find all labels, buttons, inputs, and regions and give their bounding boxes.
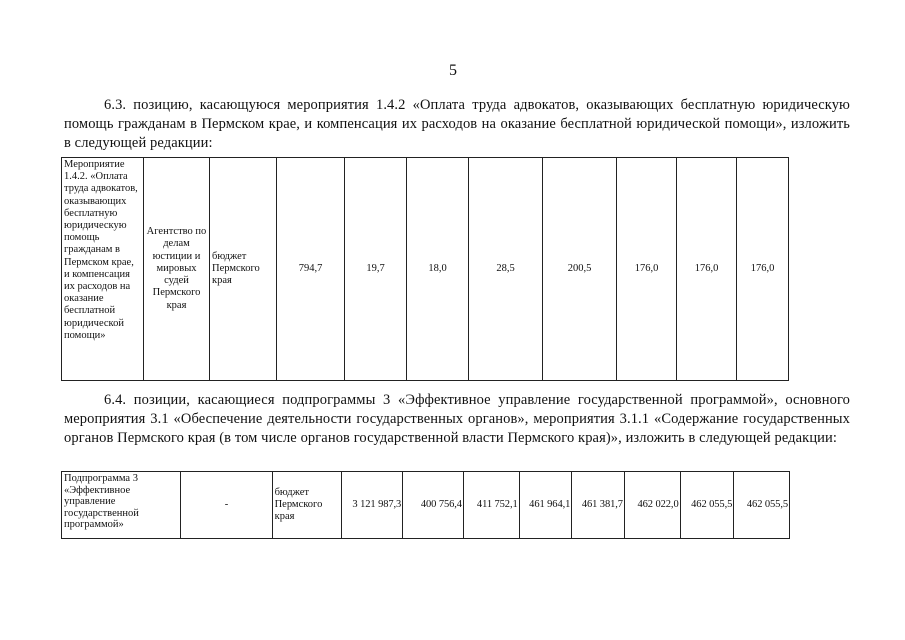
subprogram-3-table [61, 471, 790, 539]
value-cell: 18,0 [407, 158, 469, 381]
value-cell: 200,5 [543, 158, 617, 381]
value-cell: 19,7 [345, 158, 407, 381]
value-cell-total: 794,7 [277, 158, 345, 381]
value-cell: 411 752,1 [463, 472, 519, 539]
section-6-4-paragraph [64, 391, 850, 448]
value-cell: 176,0 [677, 158, 737, 381]
section-6-3-text: 6.3. позицию, касающуюся мероприятия 1.4.2 «Оплата труда адвокатов, оказывающих бесплатную юридическую помощь гражданам в Пермском крае, и компенсация их расходов на оказание бесплатной юридической помощи», изложить в следующей редакции: [64, 97, 850, 151]
value-cell: 461 964,1 [519, 472, 572, 539]
measure-name-cell: Мероприятие 1.4.2. «Оплата труда адвокатов, оказывающих бесплатную юридическую помощь гражданам в Пермском крае, и компенсация их расходов на оказание бесплатной юридической помощи» [62, 158, 144, 381]
executor-cell: Агентство по делам юстиции и мировых судей Пермского края [144, 158, 210, 381]
funding-source-cell: бюджет Пермского края [210, 158, 277, 381]
value-cell: 461 381,7 [572, 472, 625, 539]
table-row [62, 158, 789, 381]
section-6-3-paragraph [64, 96, 850, 153]
table-row [62, 472, 790, 539]
value-cell: 462 055,5 [680, 472, 734, 539]
value-cell: 462 022,0 [624, 472, 680, 539]
executor-cell: - [181, 472, 272, 539]
value-cell: 28,5 [469, 158, 543, 381]
funding-source-cell: бюджет Пермского края [272, 472, 342, 539]
value-cell: 400 756,4 [403, 472, 464, 539]
section-6-4-text: 6.4. позиции, касающиеся подпрограммы 3 «Эффективное управление государственной программой», основного мероприятия 3.1 «Обеспечение деятельности государственных органов», мероприятия 3.1.1 «Содержание государственных органов Пермского края (в том числе органов государственной власти Пермского края)», изложить в следующей редакции: [64, 392, 850, 446]
value-cell: 462 055,5 [734, 472, 790, 539]
measure-1-4-2-table [61, 157, 789, 381]
value-cell: 176,0 [737, 158, 789, 381]
page-number: 5 [449, 62, 457, 79]
measure-name-cell: Подпрограмма 3 «Эффективное управление государственной программой» [62, 472, 181, 539]
value-cell-total: 3 121 987,3 [342, 472, 403, 539]
value-cell: 176,0 [617, 158, 677, 381]
